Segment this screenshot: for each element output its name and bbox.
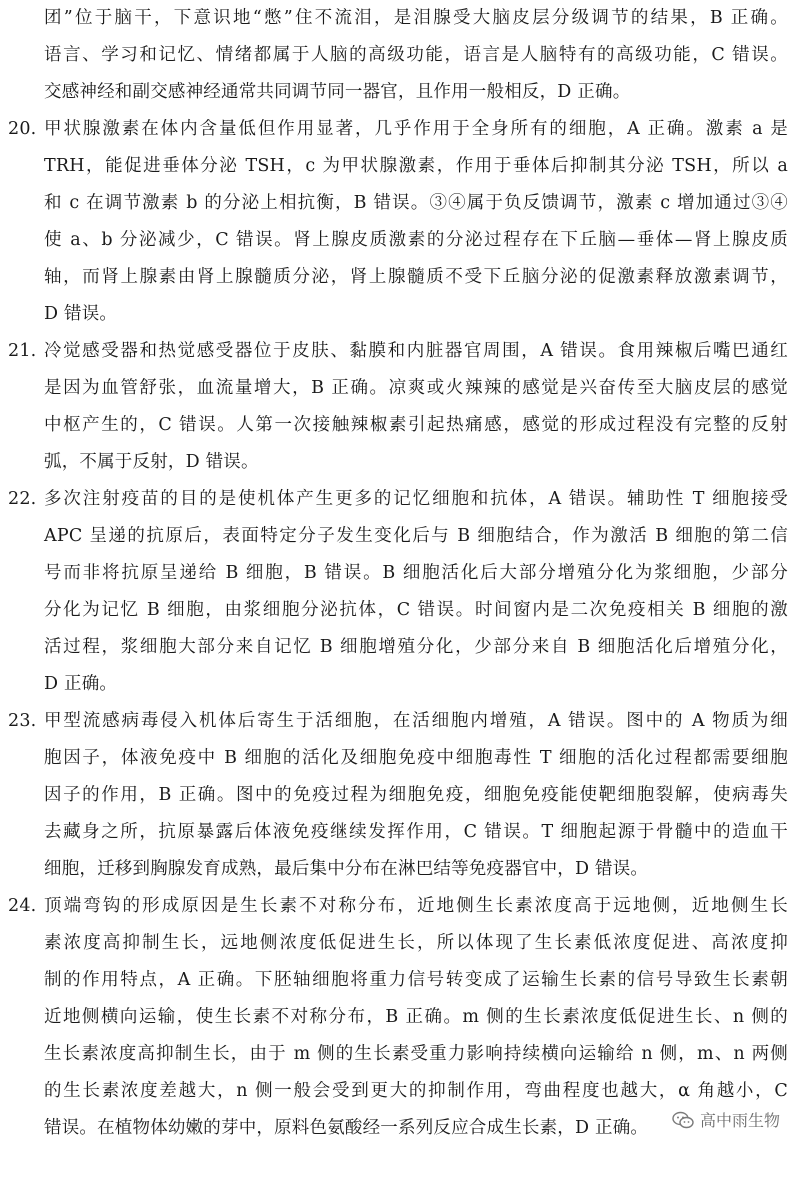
text-line: 中枢产生的，C 错误。人第一次接触辣椒素引起热痛感，感觉的形成过程没有完整的反射 xyxy=(44,415,788,435)
text-line: 素浓度高抑制生长，远地侧浓度低促进生长，所以体现了生长素低浓度促进、高浓度抑 xyxy=(44,933,788,953)
text-line: TRH，能促进垂体分泌 TSH，c 为甲状腺激素，作用于垂体后抑制其分泌 TSH，所以 a xyxy=(44,156,788,176)
text-line: D 正确。 xyxy=(44,674,118,694)
answer-item-23 xyxy=(8,703,788,888)
intro-paragraph xyxy=(8,0,788,111)
text-line: 错误。在植物体幼嫩的芽中，原料色氨酸经一系列反应合成生长素，D 正确。 xyxy=(44,1118,649,1138)
text-line: 制的作用特点，A 正确。下胚轴细胞将重力信号转变成了运输生长素的信号导致生长素朝 xyxy=(44,970,788,990)
text-line: 因子的作用，B 正确。图中的免疫过程为细胞免疫，细胞免疫能使靶细胞裂解，使病毒失 xyxy=(44,785,788,805)
text-line: 交感神经和副交感神经通常共同调节同一器官，且作用一般相反，D 正确。 xyxy=(44,82,631,102)
text-line: 轴，而肾上腺素由肾上腺髓质分泌，肾上腺髓质不受下丘脑分泌的促激素释放激素调节， xyxy=(44,267,788,287)
item-number: 20. xyxy=(8,119,37,139)
wechat-watermark xyxy=(672,1108,780,1131)
text-line: 和 c 在调节激素 b 的分泌上相抗衡，B 错误。③④属于负反馈调节，激素 c 增加通过③④ xyxy=(44,193,788,213)
text-line: 语言、学习和记忆、情绪都属于人脑的高级功能，语言是人脑特有的高级功能，C 错误。 xyxy=(44,45,788,65)
item-number: 21. xyxy=(8,341,37,361)
text-line: 的生长素浓度差越大，n 侧一般会受到更大的抑制作用，弯曲程度也越大，α 角越小，C xyxy=(44,1081,788,1101)
text-line: 活过程，浆细胞大部分来自记忆 B 细胞增殖分化，少部分来自 B 细胞活化后增殖分化， xyxy=(44,637,788,657)
text-line: APC 呈递的抗原后，表面特定分子发生变化后与 B 细胞结合，作为激活 B 细胞的第二信 xyxy=(44,526,788,546)
item-number: 23. xyxy=(8,711,37,731)
item-number: 22. xyxy=(8,489,37,509)
answer-item-20 xyxy=(8,111,788,333)
text-line: 细胞，迁移到胸腺发育成熟，最后集中分布在淋巴结等免疫器官中，D 错误。 xyxy=(44,859,649,879)
text-line: 21. 冷觉感受器和热觉感受器位于皮肤、黏膜和内脏器官周围，A 错误。食用辣椒后嘴巴通红 xyxy=(8,333,788,370)
text-line: 生长素浓度高抑制生长，由于 m 侧的生长素受重力影响持续横向运输给 n 侧，m、n 两侧 xyxy=(44,1044,788,1064)
text-line: 24. 顶端弯钩的形成原因是生长素不对称分布，近地侧生长素浓度高于远地侧，近地侧生长 xyxy=(8,888,788,925)
text-line: 20. 甲状腺激素在体内含量低但作用显著，几乎作用于全身所有的细胞，A 正确。激素 a 是 xyxy=(8,111,788,148)
answer-item-22 xyxy=(8,481,788,703)
text-line: 胞因子，体液免疫中 B 细胞的活化及细胞免疫中细胞毒性 T 细胞的活化过程都需要细胞 xyxy=(44,748,788,768)
text-line: D 错误。 xyxy=(44,304,118,324)
wechat-icon xyxy=(672,1111,694,1129)
text-line: 弧，不属于反射，D 错误。 xyxy=(44,452,259,472)
text-line: 号而非将抗原呈递给 B 细胞，B 错误。B 细胞活化后大部分增殖分化为浆细胞，少部分 xyxy=(44,563,788,583)
text-line: 近地侧横向运输，使生长素不对称分布，B 正确。m 侧的生长素浓度低促进生长、n 侧的 xyxy=(44,1007,788,1027)
text-line: 22. 多次注射疫苗的目的是使机体产生更多的记忆细胞和抗体，A 错误。辅助性 T 细胞接受 xyxy=(8,481,788,518)
text-line: 去藏身之所，抗原暴露后体液免疫继续发挥作用，C 错误。T 细胞起源于骨髓中的造血干 xyxy=(44,822,788,842)
text-line: 23. 甲型流感病毒侵入机体后寄生于活细胞，在活细胞内增殖，A 错误。图中的 A 物质为细 xyxy=(8,703,788,740)
watermark-text: 高中雨生物 xyxy=(699,1111,780,1130)
item-number: 24. xyxy=(8,896,37,916)
answer-item-21 xyxy=(8,333,788,481)
text-line: 团”位于脑干，下意识地“憋”住不流泪，是泪腺受大脑皮层分级调节的结果，B 正确。 xyxy=(44,8,788,28)
text-line: 分化为记忆 B 细胞，由浆细胞分泌抗体，C 错误。时间窗内是二次免疫相关 B 细胞的激 xyxy=(44,600,788,620)
text-line: 使 a、b 分泌减少，C 错误。肾上腺皮质激素的分泌过程存在下丘脑—垂体—肾上腺皮质 xyxy=(44,230,788,250)
text-line: 是因为血管舒张，血流量增大，B 正确。凉爽或火辣辣的感觉是兴奋传至大脑皮层的感觉 xyxy=(44,378,788,398)
